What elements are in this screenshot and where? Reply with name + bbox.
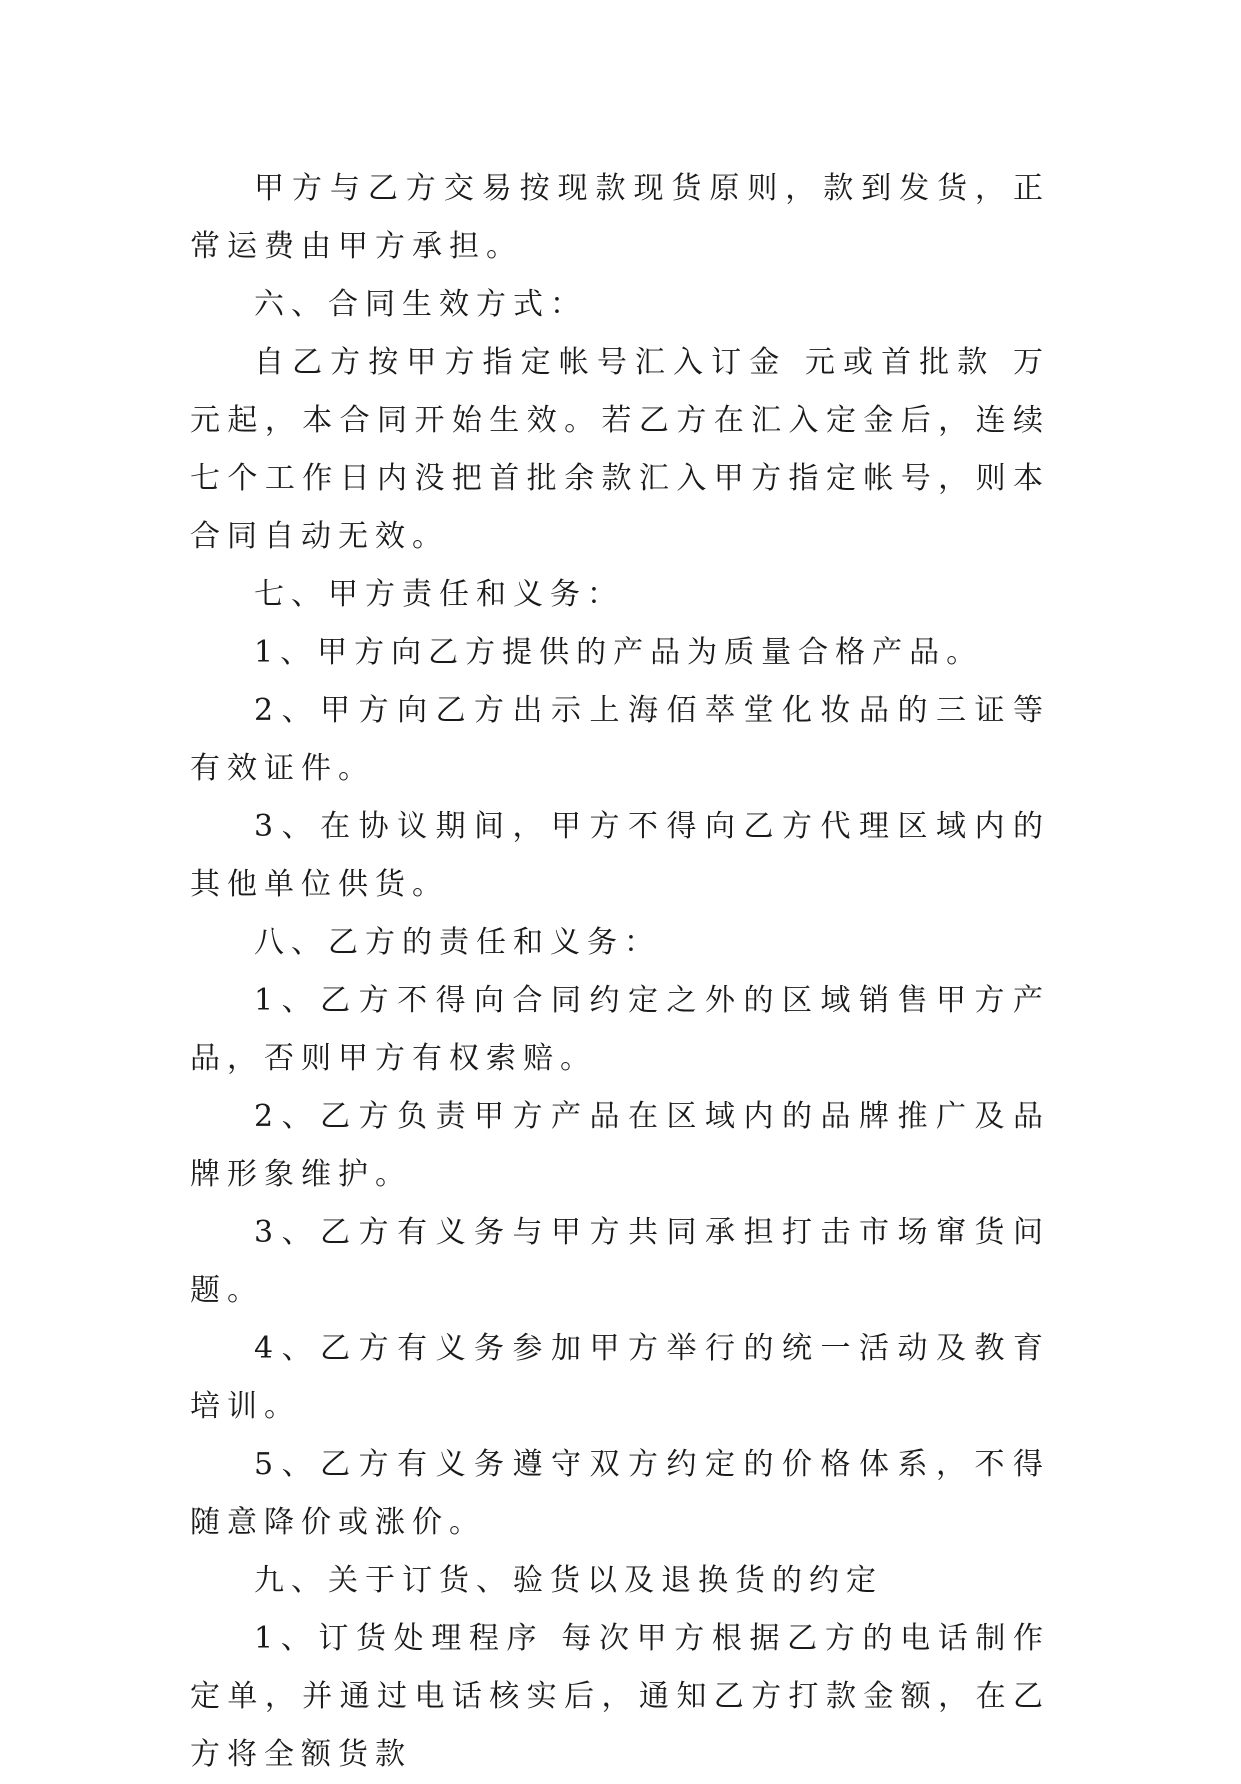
heading-section-8: 八、乙方的责任和义务： [254,925,661,960]
paragraph-party-b-duty-2: 2、乙方负责甲方产品在区域内的品牌推广及品牌形象维护。 [190,1099,1050,1192]
paragraph-party-a-duty-1: 1、甲方向乙方提供的产品为质量合格产品。 [254,635,984,670]
paragraph-party-b-duty-4: 4、乙方有义务参加甲方举行的统一活动及教育培训。 [190,1331,1050,1424]
paragraph-payment-terms: 甲方与乙方交易按现款现货原则，款到发货，正常运费由甲方承担。 [190,171,1050,264]
paragraph-party-b-duty-1: 1、乙方不得向合同约定之外的区域销售甲方产品，否则甲方有权索赔。 [190,983,1050,1076]
heading-section-6: 六、合同生效方式： [254,287,587,322]
heading-section-7: 七、甲方责任和义务： [254,577,624,612]
paragraph-party-a-duty-2: 2、甲方向乙方出示上海佰萃堂化妆品的三证等有效证件。 [190,693,1050,786]
paragraph-party-a-duty-3: 3、在协议期间，甲方不得向乙方代理区域内的其他单位供货。 [190,809,1050,902]
paragraph-party-b-duty-5: 5、乙方有义务遵守双方约定的价格体系，不得随意降价或涨价。 [190,1447,1050,1540]
paragraph-order-procedure: 1、订货处理程序 每次甲方根据乙方的电话制作定单，并通过电话核实后，通知乙方打款金额，在乙方将全额货款 [190,1621,1050,1772]
heading-section-9: 九、关于订货、验货以及退换货的约定 [254,1563,883,1598]
paragraph-party-b-duty-3: 3、乙方有义务与甲方共同承担打击市场窜货问题。 [190,1215,1050,1308]
document-body [190,160,1050,1784]
paragraph-effective-terms: 自乙方按甲方指定帐号汇入订金 元或首批款 万元起，本合同开始生效。若乙方在汇入定金后，连续七个工作日内没把首批余款汇入甲方指定帐号，则本合同自动无效。 [190,345,1050,554]
